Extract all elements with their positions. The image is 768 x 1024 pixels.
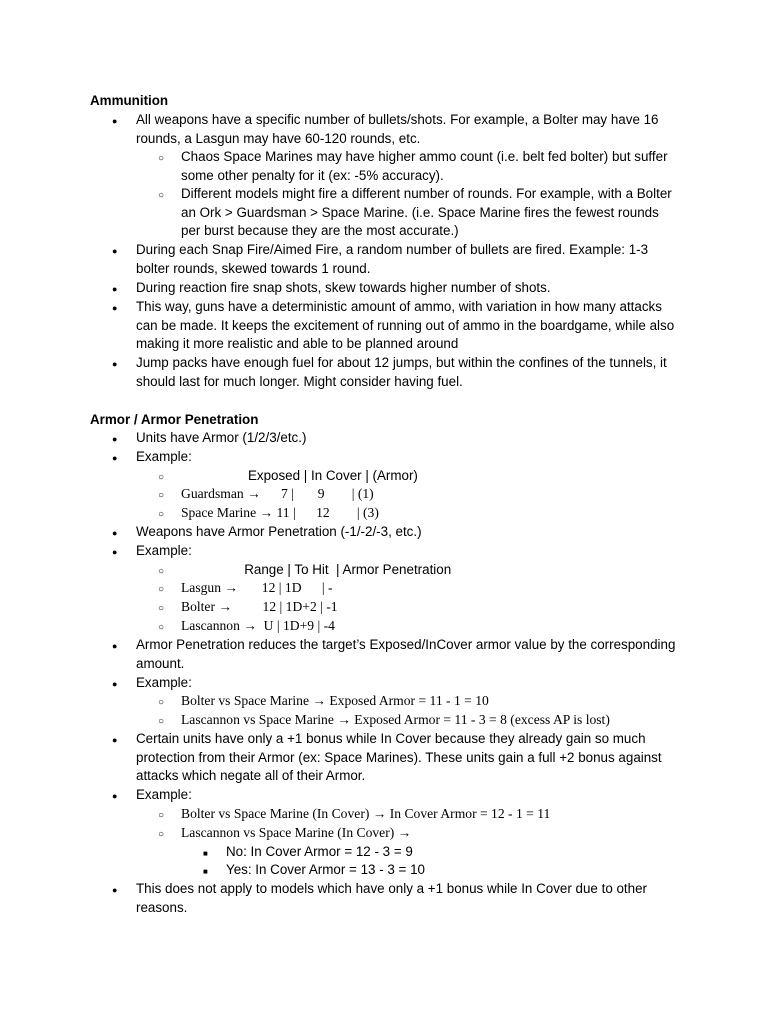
list-item: Armor Penetration reduces the target’s Exposed/InCover armor value by the corresponding amount. <box>136 637 676 671</box>
list-item: Example: <box>136 787 192 802</box>
table-header: Range | To Hit | Armor Penetration <box>181 562 452 577</box>
list-item: Lascannon vs Space Marine (In Cover) → <box>181 825 412 840</box>
list-item: During each Snap Fire/Aimed Fire, a random number of bullets are fired. Example: 1-3 bolter rounds, skewed towards 1 round. <box>136 242 649 276</box>
bullet-circle-icon <box>158 617 164 638</box>
bullet-circle-icon <box>158 485 164 506</box>
bullet-circle-icon <box>158 579 164 600</box>
bullet-circle-icon <box>158 824 164 845</box>
bullet-circle-icon <box>158 598 164 619</box>
bullet-circle-icon <box>158 805 164 826</box>
section-heading-armor: Armor / Armor Penetration <box>90 412 259 427</box>
table-row: Lasgun → 12 | 1D | - <box>181 580 333 595</box>
bullet-circle-icon <box>158 692 164 713</box>
bullet-disc-icon <box>112 786 117 806</box>
table-row: Lascannon → U | 1D+9 | -4 <box>181 618 335 633</box>
list-item: Example: <box>136 449 192 464</box>
table-row: Bolter → 12 | 1D+2 | -1 <box>181 599 338 614</box>
table-row: Space Marine → 11 | 12 | (3) <box>181 505 379 520</box>
bullet-disc-icon <box>112 674 117 694</box>
bullet-disc-icon <box>112 880 117 900</box>
list-item: Example: <box>136 675 192 690</box>
bullet-disc-icon <box>112 354 117 374</box>
bullet-disc-icon <box>112 523 117 543</box>
bullet-disc-icon <box>112 448 117 468</box>
bullet-disc-icon <box>112 298 117 318</box>
list-item: Different models might fire a different number of rounds. For example, with a Bolter an Ork > Guardsman > Space Marine. (i.e. Space Marine fires the fewest rounds per burst because they are the most accurate.) <box>181 186 672 239</box>
bullet-disc-icon <box>112 730 117 750</box>
list-item: Jump packs have enough fuel for about 12 jumps, but within the confines of the tunnels, it should last for much longer. Might consider having fuel. <box>136 355 667 389</box>
bullet-circle-icon <box>158 148 164 169</box>
list-item: This does not apply to models which have only a +1 bonus while In Cover due to other reasons. <box>136 881 648 915</box>
bullet-circle-icon <box>158 185 164 206</box>
list-item: Lascannon vs Space Marine → Exposed Armor = 11 - 3 = 8 (excess AP is lost) <box>181 712 610 727</box>
bullet-disc-icon <box>112 636 117 656</box>
list-item: No: In Cover Armor = 12 - 3 = 9 <box>226 844 413 859</box>
list-item: Bolter vs Space Marine (In Cover) → In Cover Armor = 12 - 1 = 11 <box>181 806 551 821</box>
bullet-circle-icon <box>158 711 164 732</box>
table-header: Exposed | In Cover | (Armor) <box>181 468 418 483</box>
list-item: Chaos Space Marines may have higher ammo count (i.e. belt fed bolter) but suffer some other penalty for it (ex: -5% accuracy). <box>181 149 668 183</box>
bullet-disc-icon <box>112 429 117 449</box>
bullet-disc-icon <box>112 111 117 131</box>
list-item: During reaction fire snap shots, skew towards higher number of shots. <box>136 280 551 295</box>
list-item: This way, guns have a deterministic amount of ammo, with variation in how many attacks can be made. It keeps the excitement of running out of ammo in the boardgame, while also making it more realistic and able to be planned around <box>136 299 675 352</box>
bullet-disc-icon <box>112 241 117 261</box>
list-item: Bolter vs Space Marine → Exposed Armor = 11 - 1 = 10 <box>181 693 489 708</box>
bullet-square-icon <box>203 861 208 882</box>
list-item: Certain units have only a +1 bonus while In Cover because they already gain so much protection from their Armor (ex: Space Marines). These units gain a full +2 bonus against attacks which negate all of their Armor. <box>136 731 662 784</box>
bullet-disc-icon <box>112 542 117 562</box>
table-row: Guardsman → 7 | 9 | (1) <box>181 486 374 501</box>
list-item: Weapons have Armor Penetration (-1/-2/-3, etc.) <box>136 524 422 539</box>
list-item: Yes: In Cover Armor = 13 - 3 = 10 <box>226 862 425 877</box>
section-heading-ammunition: Ammunition <box>90 93 169 108</box>
bullet-circle-icon <box>158 504 164 525</box>
list-item: Example: <box>136 543 192 558</box>
bullet-disc-icon <box>112 279 117 299</box>
list-item: Units have Armor (1/2/3/etc.) <box>136 430 307 445</box>
list-item: All weapons have a specific number of bullets/shots. For example, a Bolter may have 16 rounds, a Lasgun may have 60-120 rounds, etc. <box>136 112 659 146</box>
